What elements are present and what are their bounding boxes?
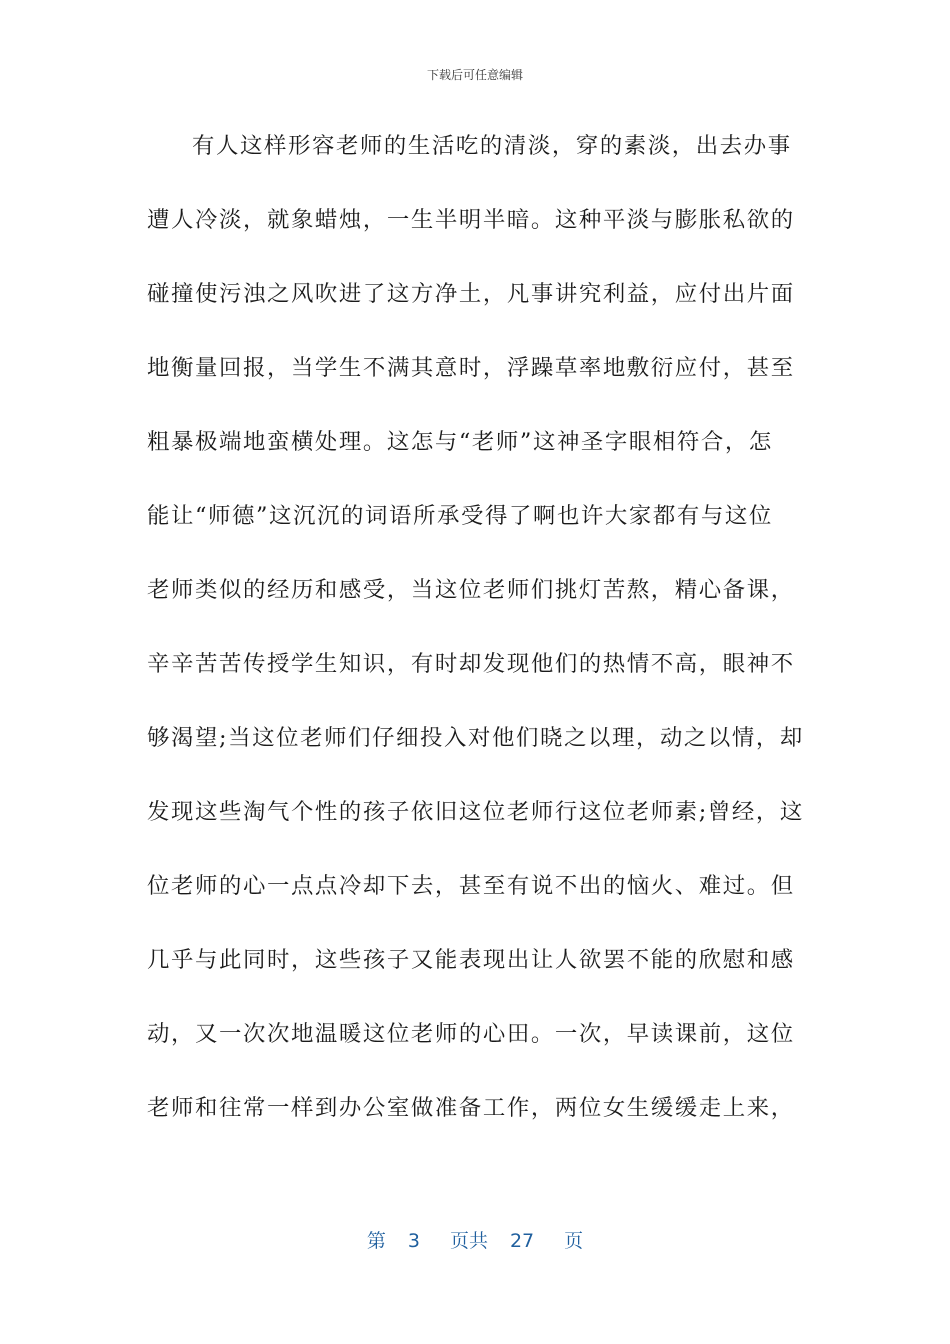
paragraph-line: 老师类似的经历和感受，当这位老师们挑灯苦熬，精心备课， — [147, 577, 795, 603]
footer-middle: 页共 — [449, 1230, 488, 1252]
paragraph-line: 粗暴极端地蛮横处理。这怎与“老师”这神圣字眼相符合，怎 — [147, 429, 773, 455]
paragraph-line: 碰撞使污浊之风吹进了这方净土，凡事讲究利益，应付出片面 — [147, 281, 795, 307]
paragraph-line: 有人这样形容老师的生活吃的清淡，穿的素淡，出去办事 — [192, 133, 792, 159]
paragraph-line: 发现这些淘气个性的孩子依旧这位老师行这位老师素;曾经，这 — [147, 799, 804, 825]
paragraph-line: 老师和往常一样到办公室做准备工作，两位女生缓缓走上来， — [147, 1095, 795, 1121]
footer-suffix: 页 — [564, 1230, 584, 1252]
paragraph-line: 地衡量回报，当学生不满其意时，浮躁草率地敷衍应付，甚至 — [147, 355, 795, 381]
footer-prefix: 第 — [366, 1230, 386, 1252]
total-pages-number: 27 — [509, 1230, 535, 1252]
paragraph-line: 位老师的心一点点冷却下去，甚至有说不出的恼火、难过。但 — [147, 873, 795, 899]
page-header: 下载后可任意编辑 — [426, 68, 523, 82]
paragraph-line: 够渴望;当这位老师们仔细投入对他们晓之以理，动之以情，却 — [147, 725, 804, 751]
paragraph-line: 辛辛苦苦传授学生知识，有时却发现他们的热情不高，眼神不 — [147, 651, 795, 677]
current-page-number: 3 — [407, 1230, 420, 1252]
page-footer — [0, 1226, 950, 1253]
paragraph-line: 几乎与此同时，这些孩子又能表现出让人欲罢不能的欣慰和感 — [147, 947, 795, 973]
paragraph-line: 遭人冷淡，就象蜡烛，一生半明半暗。这种平淡与膨胀私欲的 — [147, 207, 795, 233]
paragraph-line: 动，又一次次地温暖这位老师的心田。一次，早读课前，这位 — [147, 1021, 795, 1047]
paragraph-line: 能让“师德”这沉沉的词语所承受得了啊也许大家都有与这位 — [147, 503, 773, 529]
